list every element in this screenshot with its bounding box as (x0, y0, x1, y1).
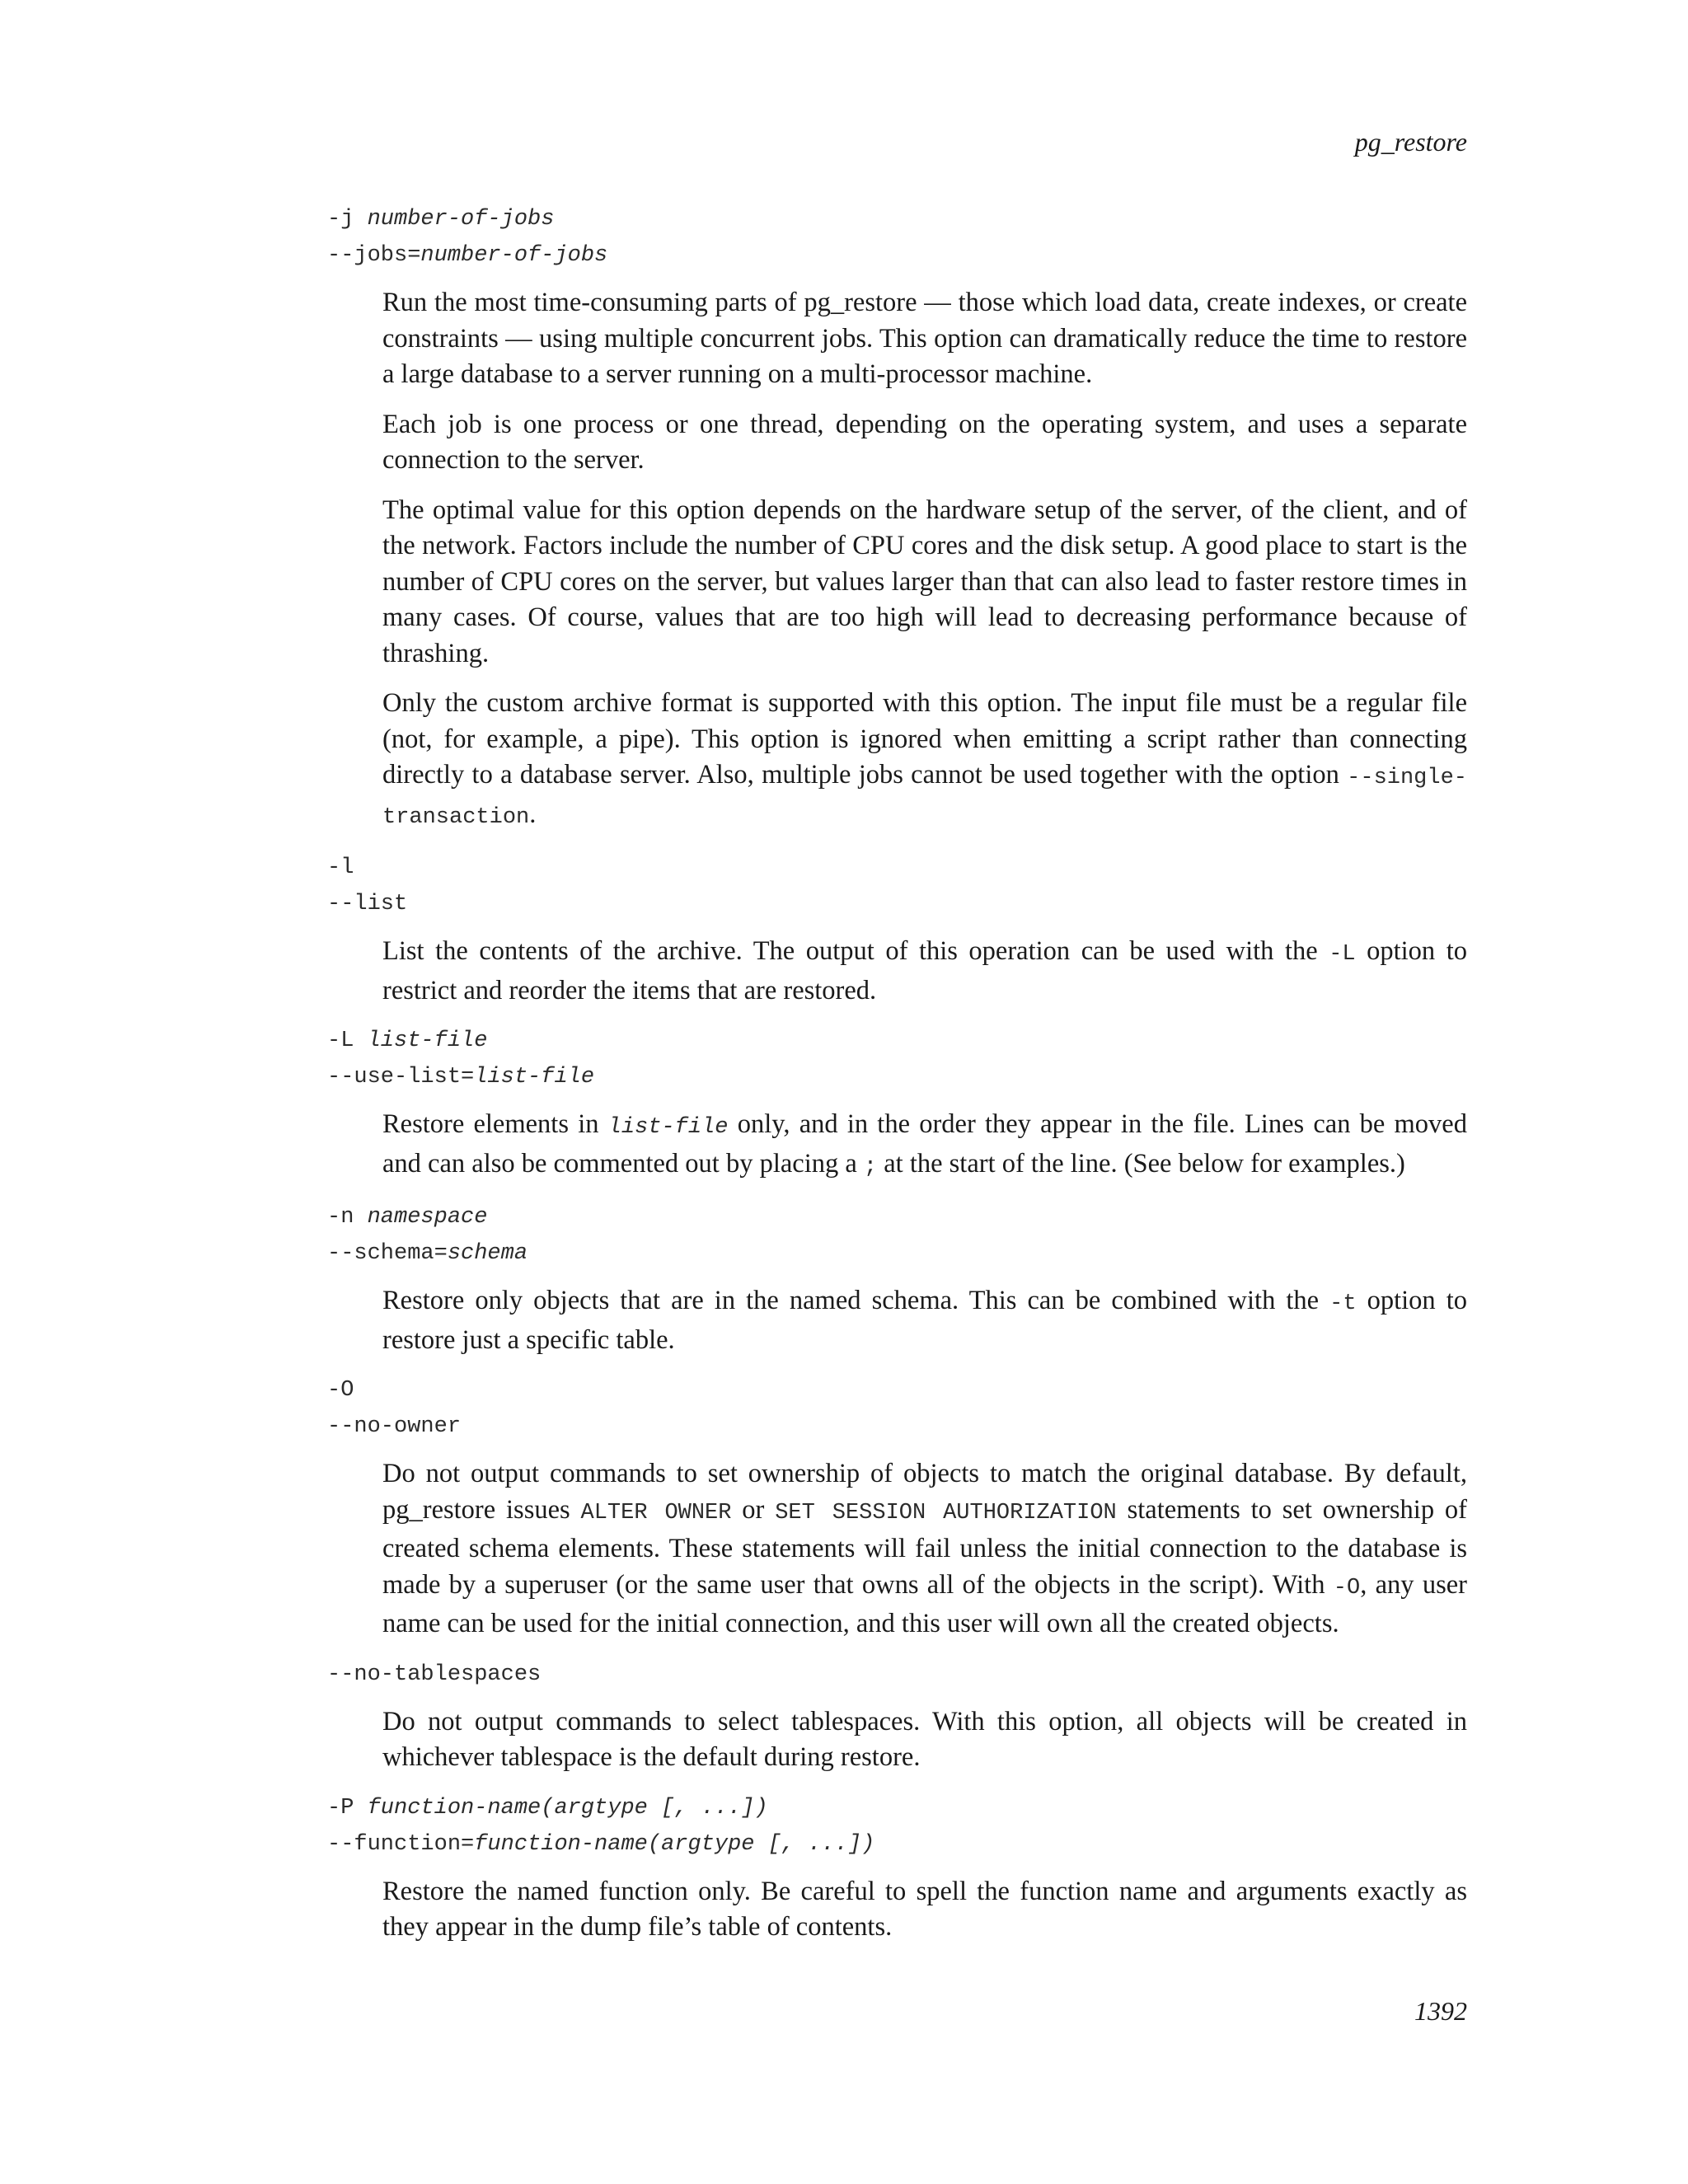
paragraph (382, 1107, 1467, 1185)
inline-code: list-file (607, 1115, 729, 1140)
option-flag: -n (327, 1205, 368, 1230)
option-argument: number-of-jobs (367, 207, 555, 232)
option-description-use-list (382, 1107, 1467, 1185)
option-term-schema-long (327, 1235, 1467, 1272)
option-description-no-tablespaces (382, 1704, 1467, 1776)
paragraph: Each job is one process or one thread, depending on the operating system, and uses a separate connection to the server. (382, 409, 1467, 475)
text-run: at the start of the line. (See below for examples.) (877, 1148, 1405, 1179)
option-argument: function-name(argtype [, ...]) (367, 1795, 768, 1821)
option-description-schema (382, 1283, 1467, 1358)
option-term-use-list-long (327, 1059, 1467, 1095)
option-argument: function-name(argtype [, ...]) (474, 1831, 875, 1857)
option-description-jobs (382, 285, 1467, 836)
paragraph: Restore the named function only. Be careful to spell the function name and arguments exactly as they appear in the dump file’s table of contents. (382, 1876, 1467, 1942)
option-term-no-tablespaces: --no-tablespaces (327, 1661, 542, 1687)
option-flag: -L (327, 1029, 368, 1053)
text-run: option to restrict and reorder the items that are restored. (382, 936, 1467, 1005)
option-term-use-list-short (327, 1023, 1467, 1059)
inline-code: -L (1329, 942, 1356, 967)
inline-code: -t (1329, 1291, 1357, 1316)
option-description-no-owner (382, 1456, 1467, 1643)
inline-code: ; (863, 1154, 878, 1179)
text-run: statements to set ownership of created schema elements. These statements will fail unless the initial connection to the database is made by a superuser (or the same user that owns all of the objects in the script). With (382, 1494, 1468, 1600)
option-flag: -j (327, 207, 368, 232)
running-header: pg_restore (1354, 127, 1467, 157)
text-run: Only the custom archive format is supported with this option. The input file must be a regular file (not, for example, a pipe). This option is ignored when emitting a script rather than connecting directly to a database server. Also, multiple jobs cannot be used together with the option (382, 688, 1467, 790)
inline-code: -O (1333, 1575, 1361, 1601)
option-flag: --schema= (327, 1241, 448, 1266)
inline-code: ALTER OWNER (580, 1500, 732, 1526)
option-argument: schema (447, 1241, 528, 1266)
text-run: Do not output commands to set ownership of objects to match the original database. By default, pg_restore issues (382, 1459, 1467, 1525)
text-run: or (731, 1494, 776, 1525)
option-flag: --jobs= (327, 243, 421, 268)
option-flag: --function= (327, 1831, 475, 1857)
option-list (327, 201, 1467, 1960)
option-flag: -P (327, 1795, 368, 1821)
option-term-jobs-long (327, 237, 1467, 274)
option-term-no-owner-short: -O (327, 1378, 354, 1403)
option-argument: number-of-jobs (420, 243, 608, 268)
text-run: Restore only objects that are in the named schema. This can be combined with the (382, 1286, 1330, 1315)
option-term-list-long: --list (327, 892, 408, 916)
option-term-function-long (327, 1826, 1467, 1863)
option-description-list (382, 934, 1467, 1009)
option-term-no-owner-long: --no-owner (327, 1414, 462, 1439)
paragraph (382, 1283, 1467, 1358)
option-term-jobs-short (327, 201, 1467, 237)
paragraph (382, 934, 1467, 1009)
text-run: Restore elements in (382, 1109, 608, 1139)
option-description-function (382, 1874, 1467, 1946)
option-argument: namespace (367, 1205, 488, 1230)
paragraph (382, 1456, 1467, 1643)
paragraph: Do not output commands to select tablespaces. With this option, all objects will be created in whichever tablespace is the default during restore. (382, 1706, 1467, 1772)
option-term-schema-short (327, 1199, 1467, 1235)
text-run: . (529, 799, 537, 829)
paragraph (382, 686, 1467, 836)
paragraph: The optimal value for this option depends on the hardware setup of the server, of the client, and of the network. Factors include the number of CPU cores and the disk setup. A good place to start is the number of CPU cores on the server, but values larger than that can also lead to faster restore times in many cases. Of course, values that are too high will lead to decreasing performance because of thrashing. (382, 494, 1467, 668)
option-term-function-short (327, 1790, 1467, 1826)
text-run: only, and in the order they appear in the file. Lines can be moved and can also be commented out by placing a (382, 1109, 1467, 1179)
option-flag: --use-list= (327, 1065, 475, 1090)
option-argument: list-file (474, 1065, 595, 1090)
inline-code: SET SESSION AUTHORIZATION (775, 1500, 1117, 1526)
page-number: 1392 (1414, 1996, 1467, 2026)
text-run: , any user name can be used for the initial connection, and this user will own all the created objects. (382, 1569, 1467, 1638)
inline-code: --single-transaction (382, 766, 1467, 830)
paragraph: Run the most time-consuming parts of pg_restore — those which load data, create indexes, or create constraints — using multiple concurrent jobs. This option can dramatically reduce the time to restore a large database to a server running on a multi-processor machine. (382, 288, 1467, 389)
text-run: option to restore just a specific table. (382, 1286, 1467, 1355)
option-argument: list-file (367, 1029, 488, 1053)
option-term-list-short: -l (327, 855, 354, 880)
text-run: List the contents of the archive. The output of this operation can be used with the (382, 936, 1329, 966)
